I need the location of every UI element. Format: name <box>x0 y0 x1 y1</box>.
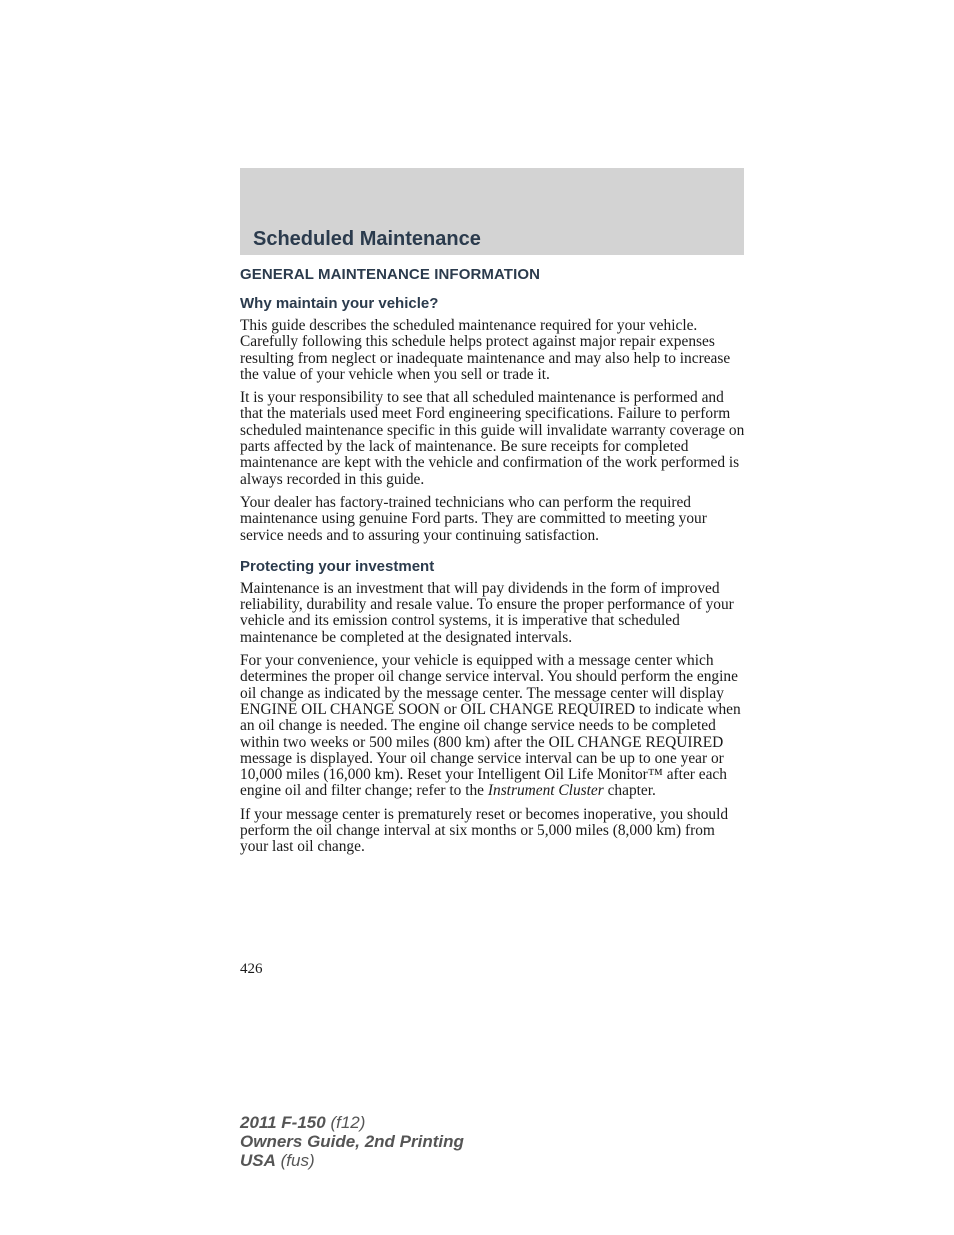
paragraph: It is your responsibility to see that all scheduled maintenance is performed and that the materials used meet Ford engineering specifications. Failure to perform scheduled maintenance specific in this guide will invalidate warranty coverage on parts affected by the lack of maintenance. Be sure receipts for completed maintenance are kept with the vehicle and confirmation of the work performed is always recorded in this guide. <box>240 389 745 488</box>
footer-guide: Owners Guide, 2nd Printing <box>240 1132 464 1151</box>
footer-guide-line <box>240 1132 464 1151</box>
chapter-header-band <box>240 168 744 255</box>
paragraph-text: For your convenience, your vehicle is equipped with a message center which determines the proper oil change service interval. You should perform the engine oil change as indicated by the message center. The message center will display ENGINE OIL CHANGE SOON or OIL CHANGE REQUIRED to indicate when an oil change is needed. The engine oil change service needs to be completed within two weeks or 500 miles (800 km) after the OIL CHANGE REQUIRED message is displayed. Your oil change service interval can be up to one year or 10,000 miles (16,000 km). Reset your Intelligent Oil Life Monitor™ after each engine oil and filter change; refer to the <box>240 652 741 800</box>
footer-market: USA <box>240 1151 276 1170</box>
paragraph: This guide describes the scheduled maintenance required for your vehicle. Carefully following this schedule helps protect against major repair expenses resulting from neglect or inadequate maintenance and may also help to increase the value of your vehicle when you sell or trade it. <box>240 317 731 383</box>
footer-model-line <box>240 1113 464 1132</box>
footer-model-code: (f12) <box>330 1113 366 1132</box>
page-content <box>240 266 745 863</box>
footer-market-line <box>240 1151 464 1170</box>
section-heading: GENERAL MAINTENANCE INFORMATION <box>240 266 541 283</box>
paragraph-oil-change <box>240 653 745 800</box>
footer-market-code: (fus) <box>280 1151 315 1170</box>
paragraph: Your dealer has factory-trained technicians who can perform the required maintenance using genuine Ford parts. They are committed to meeting your service needs and to assuring your continuing satisfaction. <box>240 493 707 544</box>
paragraph: Maintenance is an investment that will pay dividends in the form of improved reliability, durability and resale value. To ensure the proper performance of your vehicle and its emission control systems, it is imperative that scheduled maintenance be completed at the designated intervals. <box>240 579 734 646</box>
chapter-title: Scheduled Maintenance <box>253 228 481 250</box>
subheading-protecting-investment: Protecting your investment <box>240 557 435 575</box>
paragraph-text: chapter. <box>607 782 656 800</box>
document-footer <box>240 1113 464 1170</box>
page-number: 426 <box>240 961 263 977</box>
subheading-why-maintain: Why maintain your vehicle? <box>240 295 439 312</box>
paragraph: If your message center is prematurely reset or becomes inoperative, you should perform the oil change interval at six months or 5,000 miles (8,000 km) from your last oil change. <box>240 805 729 856</box>
footer-model: 2011 F-150 <box>240 1113 326 1132</box>
chapter-reference: Instrument Cluster <box>487 782 604 800</box>
